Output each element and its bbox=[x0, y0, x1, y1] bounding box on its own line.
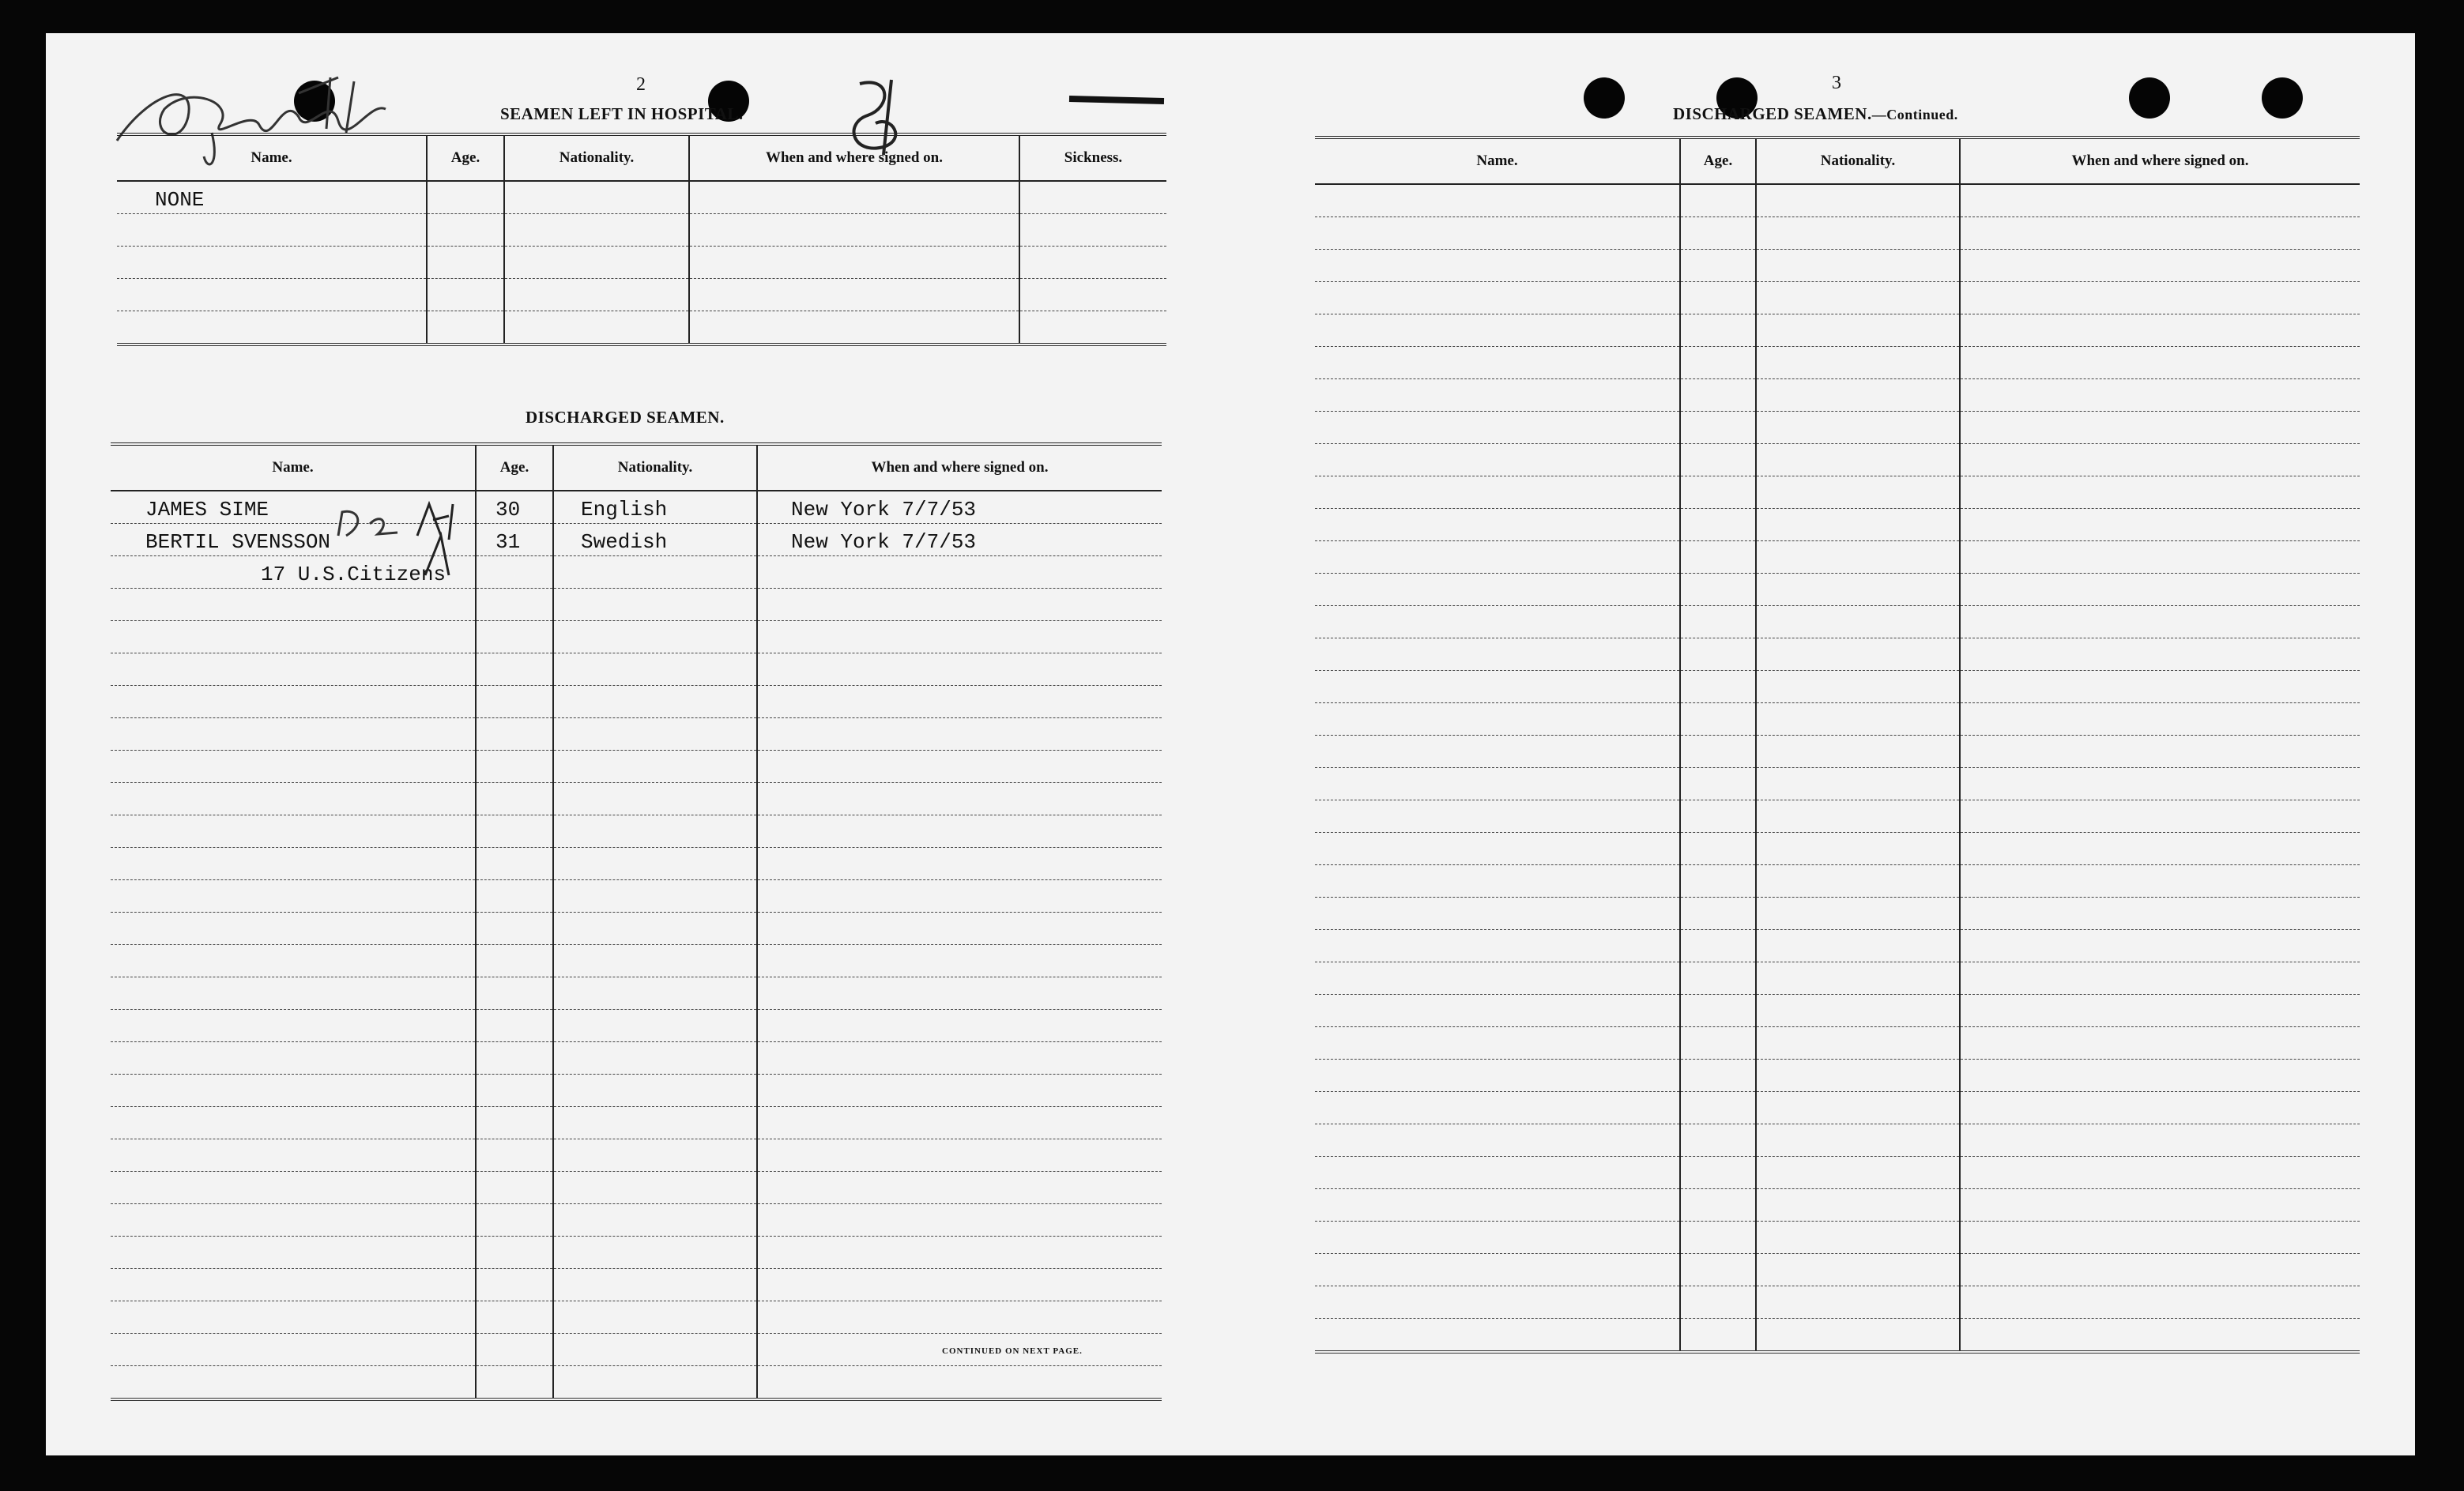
cell-text: NONE bbox=[155, 188, 205, 212]
table-row bbox=[1315, 314, 2360, 347]
table-row bbox=[1315, 671, 2360, 703]
table-row bbox=[111, 556, 1162, 589]
cell-text: Swedish bbox=[581, 530, 668, 554]
table-row bbox=[1315, 412, 2360, 444]
table-row bbox=[111, 1301, 1162, 1334]
table-row bbox=[111, 1366, 1162, 1400]
table-row bbox=[111, 653, 1162, 686]
table-row bbox=[111, 1075, 1162, 1107]
table-row bbox=[111, 977, 1162, 1010]
cell-age bbox=[427, 181, 504, 214]
table-row bbox=[1315, 1027, 2360, 1060]
table-row bbox=[1315, 1254, 2360, 1286]
table-header-row bbox=[117, 134, 1166, 181]
table-row bbox=[1315, 1092, 2360, 1124]
table-row bbox=[111, 1010, 1162, 1042]
table-row bbox=[111, 621, 1162, 653]
table-row bbox=[1315, 541, 2360, 574]
table-row bbox=[111, 686, 1162, 718]
table-row bbox=[117, 247, 1166, 279]
cell-age bbox=[476, 491, 553, 524]
table-row bbox=[1315, 1124, 2360, 1157]
table-row bbox=[1315, 184, 2360, 217]
heading-text: DISCHARGED SEAMEN. bbox=[1673, 104, 1872, 123]
table-row bbox=[1315, 1157, 2360, 1189]
table-row bbox=[1315, 1189, 2360, 1222]
cell-text: BERTIL SVENSSON bbox=[145, 530, 331, 554]
cell-name bbox=[117, 181, 427, 214]
table-row bbox=[1315, 1060, 2360, 1092]
cell-age bbox=[476, 556, 553, 589]
table-row bbox=[1315, 865, 2360, 898]
column-header-signed-on: When and where signed on. bbox=[1960, 137, 2360, 184]
column-header-name: Name. bbox=[251, 149, 292, 166]
page-number: 2 bbox=[636, 74, 646, 95]
table-row bbox=[1315, 606, 2360, 638]
table-row bbox=[111, 1204, 1162, 1237]
table-row bbox=[1315, 1222, 2360, 1254]
column-header-nationality: Nationality. bbox=[1756, 137, 1960, 184]
table-row bbox=[1315, 833, 2360, 865]
cell-text: 30 bbox=[495, 498, 521, 521]
cell-text: 17 U.S.Citizens bbox=[261, 563, 446, 586]
column-header-age: Age. bbox=[1680, 137, 1756, 184]
table-header-row bbox=[1315, 137, 2360, 184]
cell-text: English bbox=[581, 498, 668, 521]
cell-text: New York 7/7/53 bbox=[791, 530, 977, 554]
table-row bbox=[117, 181, 1166, 214]
right-page bbox=[1230, 33, 2415, 1455]
punch-hole bbox=[2262, 77, 2303, 119]
table-row bbox=[117, 214, 1166, 247]
table-row bbox=[1315, 379, 2360, 412]
left-page bbox=[46, 33, 1231, 1455]
page-number: 3 bbox=[1832, 73, 1841, 93]
cell-nationality bbox=[553, 556, 757, 589]
table-row bbox=[117, 311, 1166, 345]
column-header-nationality: Nationality. bbox=[553, 444, 757, 491]
cell-text: JAMES SIME bbox=[145, 498, 269, 521]
cell-nationality bbox=[504, 181, 689, 214]
cell-sickness bbox=[1019, 181, 1166, 214]
table-row bbox=[111, 1107, 1162, 1139]
table-row bbox=[1315, 250, 2360, 282]
table-row bbox=[111, 751, 1162, 783]
column-header-name: Name. bbox=[272, 459, 314, 476]
table-row bbox=[111, 1237, 1162, 1269]
table-row bbox=[111, 783, 1162, 815]
column-header-age: Age. bbox=[427, 134, 504, 181]
table-row bbox=[111, 913, 1162, 945]
discharged-continued-table bbox=[1315, 136, 2360, 1354]
discharged-table bbox=[111, 442, 1162, 1401]
continued-footer: CONTINUED ON NEXT PAGE. bbox=[942, 1346, 1083, 1356]
cell-signed-on bbox=[757, 524, 1162, 556]
cell-signed-on bbox=[757, 491, 1162, 524]
discharged-continued-heading bbox=[1673, 104, 1958, 124]
punch-hole bbox=[2129, 77, 2170, 119]
table-row bbox=[111, 1269, 1162, 1301]
table-row bbox=[111, 491, 1162, 524]
table-row bbox=[111, 1042, 1162, 1075]
column-header-sickness: Sickness. bbox=[1019, 134, 1166, 181]
table-row bbox=[1315, 703, 2360, 736]
heading-suffix: —Continued. bbox=[1871, 107, 1958, 122]
cell-nationality bbox=[553, 524, 757, 556]
table-row bbox=[111, 589, 1162, 621]
column-header-signed-on: When and where signed on. bbox=[689, 134, 1019, 181]
table-row bbox=[111, 945, 1162, 977]
table-row bbox=[1315, 347, 2360, 379]
column-header-name: Name. bbox=[1476, 152, 1518, 169]
cell-text: New York 7/7/53 bbox=[791, 498, 977, 521]
table-row bbox=[117, 279, 1166, 311]
column-header-age: Age. bbox=[476, 444, 553, 491]
cell-signed-on bbox=[689, 181, 1019, 214]
handwritten-annotation bbox=[322, 480, 480, 599]
table-row bbox=[1315, 898, 2360, 930]
table-row bbox=[1315, 574, 2360, 606]
table-body bbox=[1315, 184, 2360, 1352]
table-row bbox=[111, 1139, 1162, 1172]
table-row bbox=[1315, 1286, 2360, 1319]
cell-age bbox=[476, 524, 553, 556]
table-row bbox=[1315, 768, 2360, 800]
table-row bbox=[1315, 638, 2360, 671]
punch-hole bbox=[1584, 77, 1625, 119]
hospital-table bbox=[117, 133, 1166, 346]
cell-nationality bbox=[553, 491, 757, 524]
table-row bbox=[111, 815, 1162, 848]
table-row bbox=[1315, 736, 2360, 768]
table-header-row bbox=[111, 444, 1162, 491]
table-row bbox=[1315, 444, 2360, 476]
table-row bbox=[1315, 476, 2360, 509]
table-row bbox=[111, 880, 1162, 913]
table-row bbox=[1315, 800, 2360, 833]
table-row bbox=[1315, 995, 2360, 1027]
table-row bbox=[1315, 962, 2360, 995]
cell-text: 31 bbox=[495, 530, 521, 554]
column-header-signed-on: When and where signed on. bbox=[757, 444, 1162, 491]
table-row bbox=[111, 524, 1162, 556]
table-row bbox=[111, 718, 1162, 751]
column-header-nationality: Nationality. bbox=[504, 134, 689, 181]
table-row bbox=[1315, 217, 2360, 250]
table-row bbox=[1315, 930, 2360, 962]
cell-signed-on bbox=[757, 556, 1162, 589]
discharged-heading: DISCHARGED SEAMEN. bbox=[526, 408, 725, 427]
table-row bbox=[111, 1172, 1162, 1204]
ink-dash bbox=[1065, 87, 1168, 111]
hospital-heading: SEAMEN LEFT IN HOSPITAL. bbox=[500, 104, 744, 123]
table-row bbox=[111, 848, 1162, 880]
table-row bbox=[1315, 509, 2360, 541]
table-row bbox=[1315, 282, 2360, 314]
table-row bbox=[1315, 1319, 2360, 1353]
